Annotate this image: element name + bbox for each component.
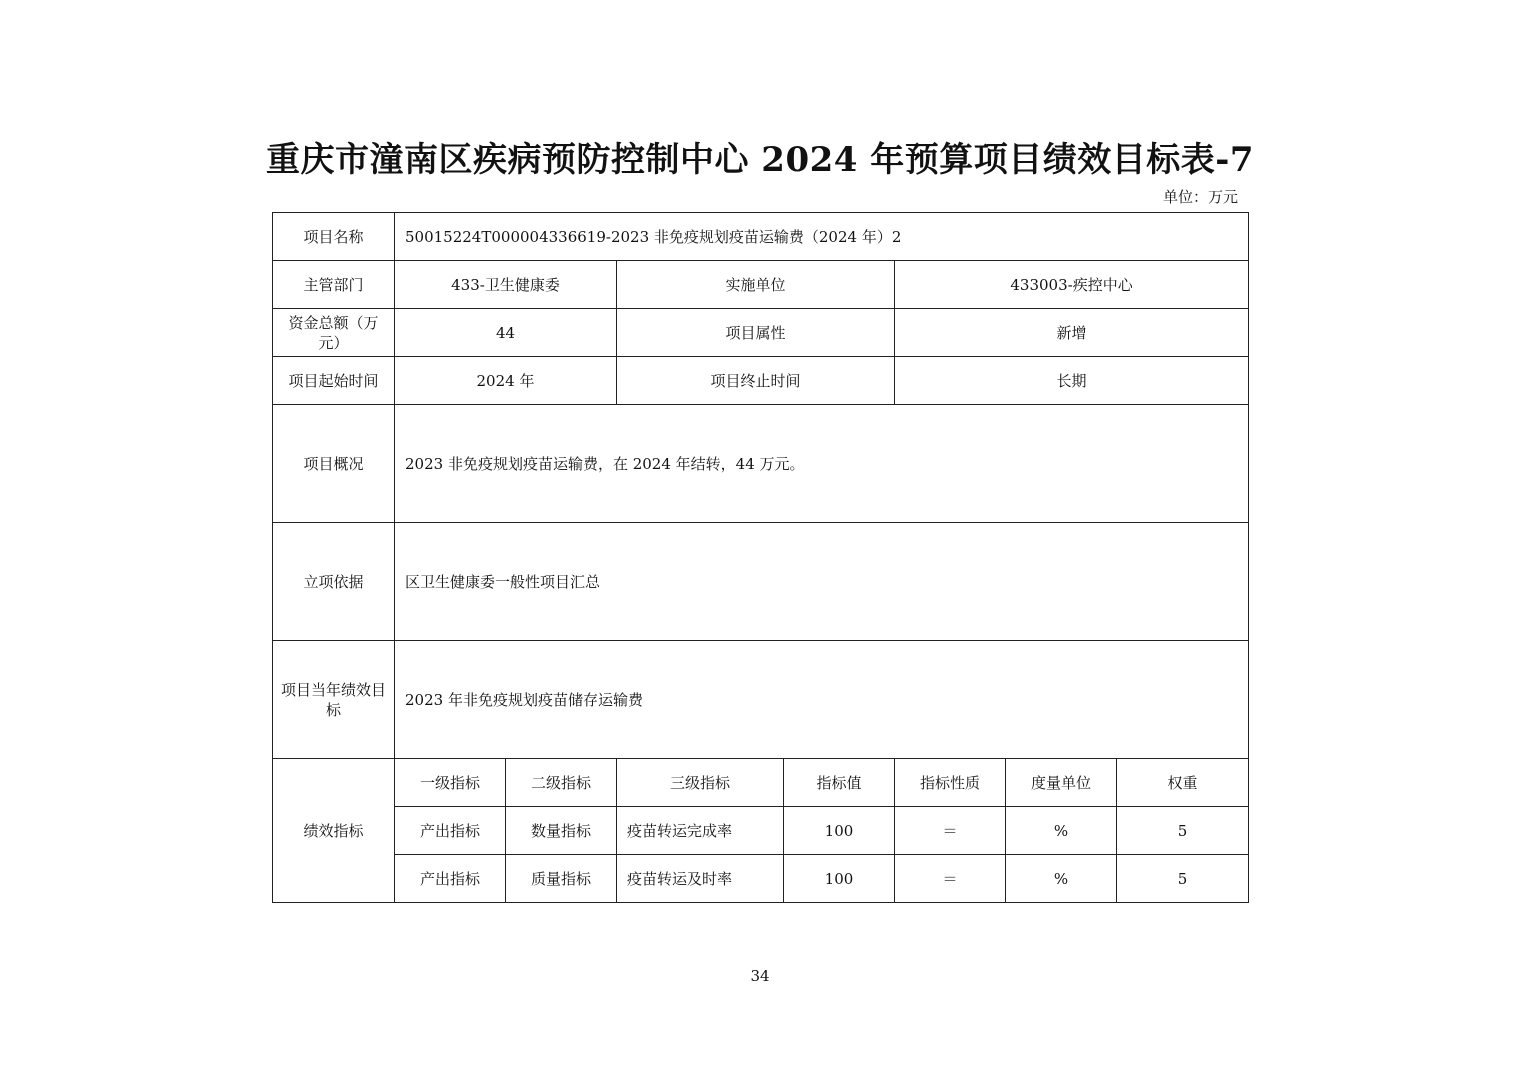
indicator-level3: 疫苗转运完成率 <box>617 807 784 855</box>
attr-label: 项目属性 <box>617 309 895 357</box>
project-name-row <box>273 213 1249 261</box>
end-time-label: 项目终止时间 <box>617 357 895 405</box>
unit-label: 单位：万元 <box>1162 188 1238 206</box>
header-unit: 度量单位 <box>1006 759 1117 807</box>
page-number: 34 <box>750 967 770 985</box>
indicator-row <box>273 855 1249 903</box>
indicator-weight: 5 <box>1117 855 1249 903</box>
fund-label: 资金总额（万元） <box>273 309 395 357</box>
header-level3: 三级指标 <box>617 759 784 807</box>
indicator-level1: 产出指标 <box>395 807 506 855</box>
project-name-label: 项目名称 <box>273 213 395 261</box>
performance-target-table <box>272 212 1249 903</box>
goal-row <box>273 641 1249 759</box>
indicator-header-row <box>273 759 1249 807</box>
start-time-value: 2024 年 <box>395 357 617 405</box>
indicator-unit: % <box>1006 855 1117 903</box>
dept-label: 主管部门 <box>273 261 395 309</box>
start-time-label: 项目起始时间 <box>273 357 395 405</box>
indicator-row <box>273 807 1249 855</box>
indicator-unit: % <box>1006 807 1117 855</box>
dept-value: 433-卫生健康委 <box>395 261 617 309</box>
impl-unit-label: 实施单位 <box>617 261 895 309</box>
basis-value: 区卫生健康委一般性项目汇总 <box>395 523 1249 641</box>
document-title: 重庆市潼南区疾病预防控制中心 2024 年预算项目绩效目标表-7 <box>265 140 1255 180</box>
indicator-level2: 质量指标 <box>506 855 617 903</box>
basis-label: 立项依据 <box>273 523 395 641</box>
header-weight: 权重 <box>1117 759 1249 807</box>
impl-unit-value: 433003-疾控中心 <box>895 261 1249 309</box>
indicator-value: 100 <box>784 855 895 903</box>
indicator-weight: 5 <box>1117 807 1249 855</box>
header-level2: 二级指标 <box>506 759 617 807</box>
fund-value: 44 <box>395 309 617 357</box>
header-level1: 一级指标 <box>395 759 506 807</box>
overview-value: 2023 非免疫规划疫苗运输费，在 2024 年结转，44 万元。 <box>395 405 1249 523</box>
end-time-value: 长期 <box>895 357 1249 405</box>
goal-label: 项目当年绩效目标 <box>273 641 395 759</box>
indicator-nature: ＝ <box>895 855 1006 903</box>
time-row <box>273 357 1249 405</box>
attr-value: 新增 <box>895 309 1249 357</box>
basis-row <box>273 523 1249 641</box>
overview-row <box>273 405 1249 523</box>
header-nature: 指标性质 <box>895 759 1006 807</box>
perf-indicator-label: 绩效指标 <box>273 759 395 903</box>
department-row <box>273 261 1249 309</box>
indicator-value: 100 <box>784 807 895 855</box>
indicator-nature: ＝ <box>895 807 1006 855</box>
indicator-level1: 产出指标 <box>395 855 506 903</box>
overview-label: 项目概况 <box>273 405 395 523</box>
indicator-level2: 数量指标 <box>506 807 617 855</box>
project-name-value: 50015224T000004336619-2023 非免疫规划疫苗运输费（2024 年）2 <box>395 213 1249 261</box>
header-value: 指标值 <box>784 759 895 807</box>
indicator-level3: 疫苗转运及时率 <box>617 855 784 903</box>
fund-row <box>273 309 1249 357</box>
goal-value: 2023 年非免疫规划疫苗储存运输费 <box>395 641 1249 759</box>
